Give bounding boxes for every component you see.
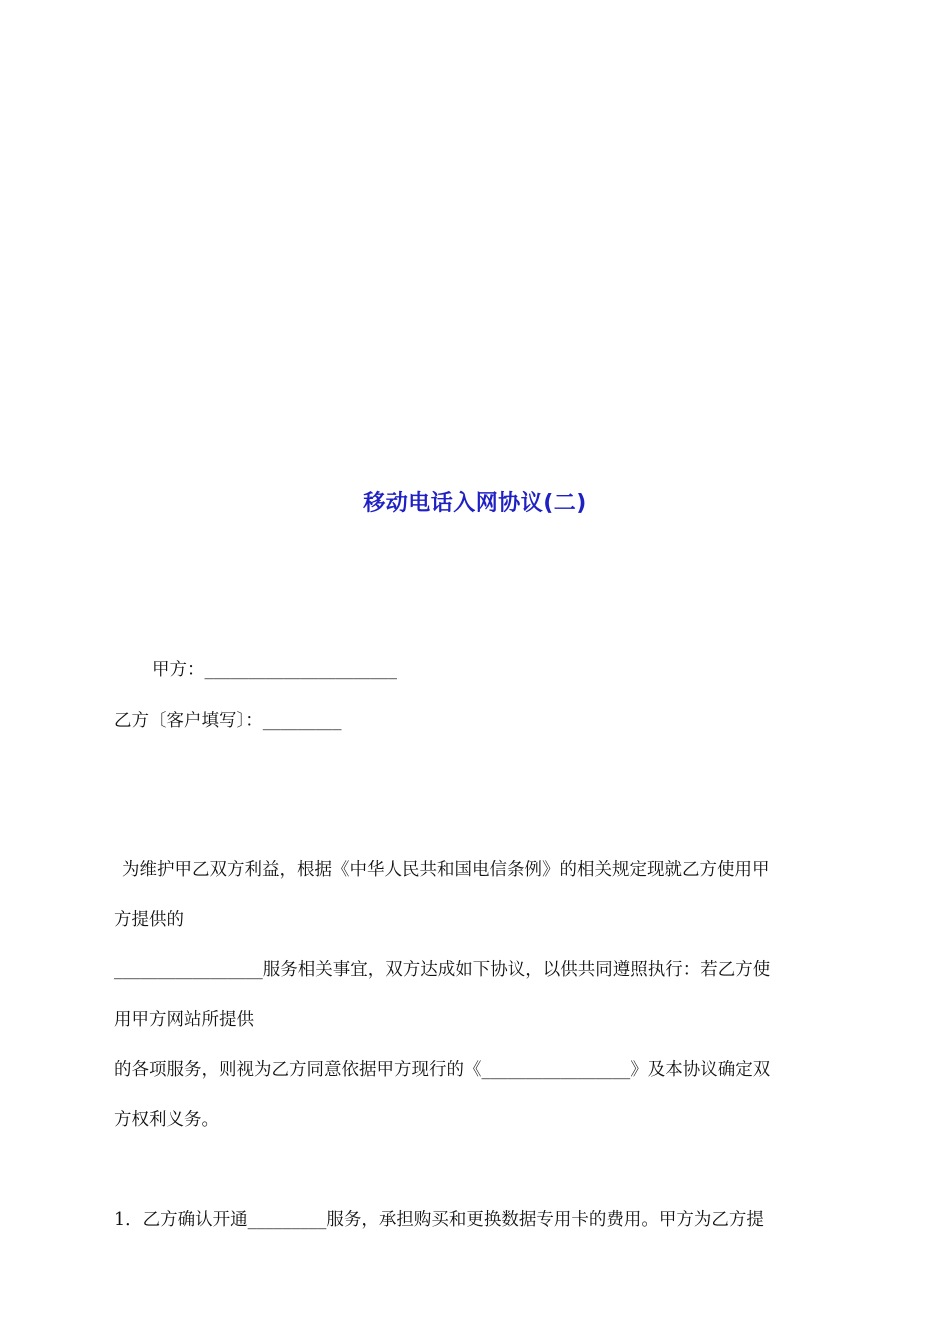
document-title: 移动电话入网协议(二)	[363, 491, 587, 516]
party-b-line: 乙方〔客户填写〕：_________	[114, 711, 342, 731]
paragraph-line: _________________服务相关事宜，双方达成如下协议，以供共同遵照执行：若乙方使	[114, 960, 771, 980]
paragraph-line: 用甲方网站所提供	[114, 1010, 254, 1030]
paragraph-line: 为维护甲乙双方利益，根据《中华人民共和国电信条例》的相关规定现就乙方使用甲	[122, 860, 770, 880]
clause-1-line: 1．乙方确认开通_________服务，承担购买和更换数据专用卡的费用。甲方为乙方提	[114, 1210, 764, 1230]
paragraph-line: 方提供的	[114, 910, 184, 930]
paragraph-line: 的各项服务，则视为乙方同意依据甲方现行的《_________________》及本协议确定双	[114, 1060, 771, 1080]
paragraph-line: 方权利义务。	[114, 1110, 219, 1130]
party-a-line: 甲方：______________________	[152, 660, 397, 680]
